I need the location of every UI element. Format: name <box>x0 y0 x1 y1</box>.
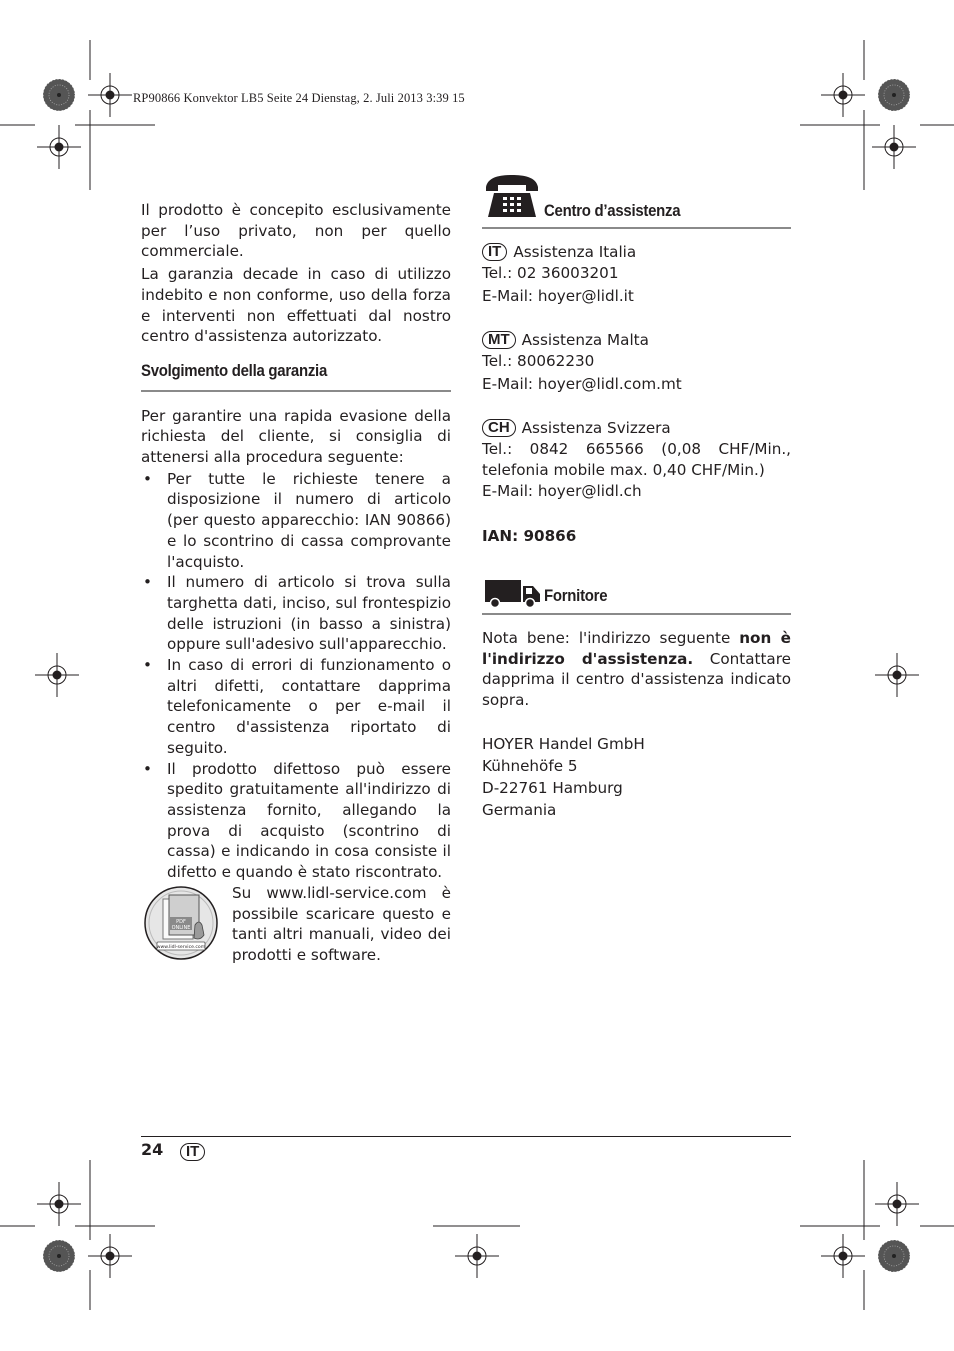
malta-phone: Tel.: 80062230 <box>482 351 595 370</box>
address-line: Kühnehöfe 5 <box>482 756 578 775</box>
procedure-intro: Per garantire una rapida evasione della richiesta del cliente, si consiglia di attenersi alla procedura seguente: <box>141 406 451 467</box>
italy-email: E-Mail: hoyer@lidl.it <box>482 287 634 306</box>
address-line: Germania <box>482 800 557 819</box>
download-block <box>141 883 451 967</box>
download-text: Su www.lidl-service.com è possibile scaricare questo e tanti altri manuali, video dei prodotti e software. <box>232 883 451 964</box>
address-line: HOYER Handel GmbH <box>482 734 645 753</box>
country-badge-mt: MT <box>482 331 516 349</box>
malta-service-name: Assistenza Malta <box>521 331 649 350</box>
heading-rule <box>141 390 451 392</box>
left-column <box>141 200 451 967</box>
country-badge-ch: CH <box>482 419 516 437</box>
list-item: • In caso di errori di funzionamento o altri difetti, contattare dapprima telefonicamente o per e-mail il centro d'assistenza riportato di seguito. <box>141 655 451 759</box>
swiss-service <box>482 418 791 502</box>
print-slug: RP90866 Konvektor LB5 Seite 24 Dienstag, 2. Juli 2013 3:39 15 <box>133 91 465 105</box>
italy-service-name: Assistenza Italia <box>513 243 637 261</box>
note-start: Nota bene: l'indirizzo seguente <box>482 629 740 647</box>
malta-email: E-Mail: hoyer@lidl.com.mt <box>482 374 682 393</box>
supplier-block <box>482 628 791 821</box>
supplier-note <box>482 628 791 711</box>
icon-label-bottom: ONLINE <box>171 924 191 931</box>
country-badge-it: IT <box>482 243 507 261</box>
icon-url-text: www.lidl-service.com <box>156 944 206 950</box>
icon-label-top: PDF <box>176 918 186 925</box>
supplier-heading-rule <box>482 613 791 615</box>
list-item: • Il prodotto difettoso può essere spedito gratuitamente all'indirizzo di assistenza fornito, allegando la prova di acquisto (scontrino di cassa) e indicando in cosa consiste il difetto e quando è stato riscontrato. <box>141 759 451 883</box>
page-number: 24 <box>141 1140 164 1159</box>
list-item: • Il numero di articolo si trova sulla targhetta dati, inciso, sul frontespizio delle istruzioni (in basso a sinistra) oppure sull'adesivo sull'apparecchio. <box>141 572 451 655</box>
phone-icon <box>484 173 540 223</box>
footer-rule <box>141 1136 791 1137</box>
procedure-list <box>141 469 451 883</box>
warranty-void-paragraph: La garanzia decade in caso di utilizzo indebito e non conforme, uso della forza e interventi non effettuati dal nostro centro d'assistenza autorizzato. <box>141 265 451 346</box>
supplier-address <box>482 733 791 821</box>
list-item: • Per tutte le richieste tenere a disposizione il numero di articolo (per questo apparecchio: IAN 90866) e lo scontrino di cassa comprovante l'acquisto. <box>141 469 451 573</box>
ian-number: IAN: 90866 <box>482 527 577 546</box>
malta-service <box>482 330 791 394</box>
footer-lang-badge: IT <box>180 1143 205 1161</box>
swiss-phone: Tel.: 0842 665566 (0,08 CHF/Min., telefonia mobile max. 0,40 CHF/Min.) <box>482 439 791 479</box>
note-bold: non è l'indirizzo d'assistenza. <box>482 629 791 668</box>
swiss-email: E-Mail: hoyer@lidl.ch <box>482 482 642 501</box>
truck-icon <box>485 580 541 612</box>
right-column <box>482 242 791 547</box>
supplier-heading: Fornitore <box>544 586 608 605</box>
warranty-procedure-heading: Svolgimento della garanzia <box>141 360 328 380</box>
italy-service <box>482 242 791 307</box>
note-end: Contattare dapprima il centro d'assistenza indicato sopra. <box>482 649 791 710</box>
italy-phone: Tel.: 02 36003201 <box>482 263 619 282</box>
swiss-service-name: Assistenza Svizzera <box>521 419 671 438</box>
usage-paragraph: Il prodotto è concepito esclusivamente per l’uso privato, non per quello commerciale. <box>141 201 451 261</box>
footer-language <box>180 1142 211 1161</box>
online-manual-icon <box>143 885 219 961</box>
address-line: D-22761 Hamburg <box>482 778 623 797</box>
service-center-heading: Centro d’assistenza <box>544 201 681 220</box>
service-heading-rule <box>482 227 791 229</box>
